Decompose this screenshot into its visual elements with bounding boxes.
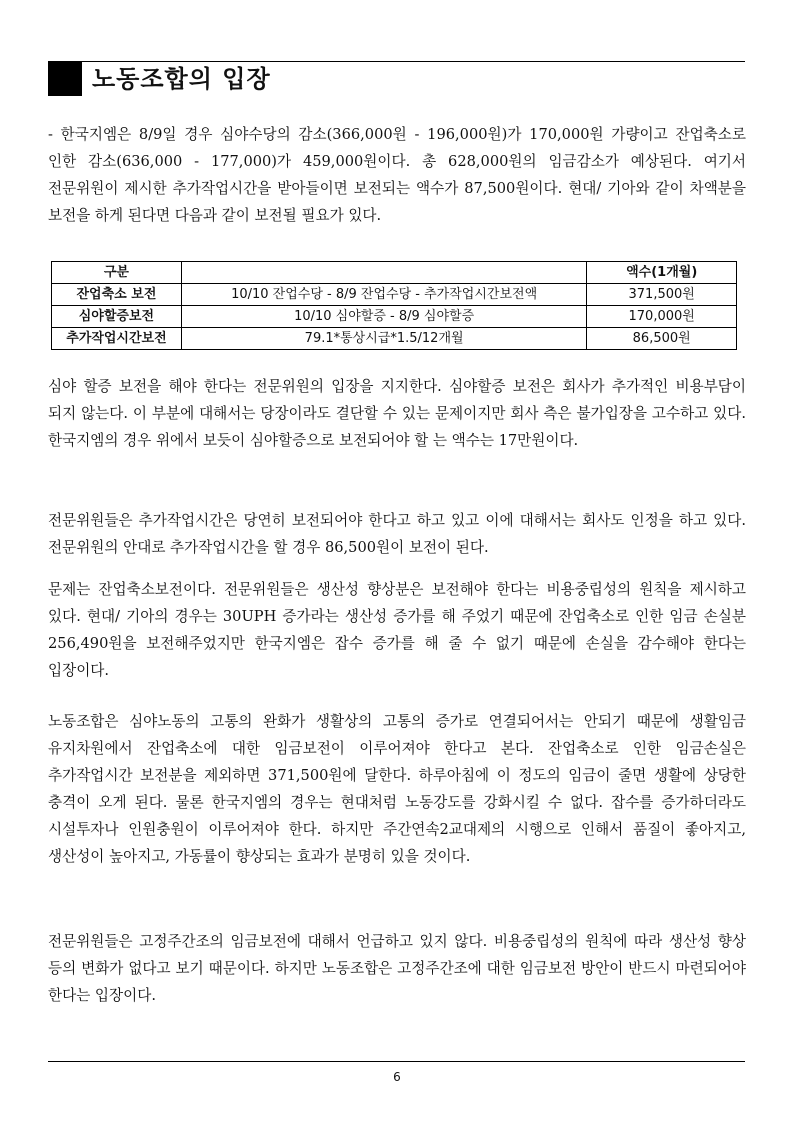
row-label: 잔업축소 보전: [52, 284, 182, 306]
header-category: 구분: [52, 262, 182, 284]
paragraph-additional-work-time: 전문위원들은 추가작업시간은 당연히 보전되어야 한다고 하고 있고 이에 대해서는 회사도 인정을 하고 있다. 전문위원의 안대로 추가작업시간을 할 경우 86,500원이 보전이 된다.: [48, 512, 746, 556]
paragraph-union-position: 노동조합은 심야노동의 고통의 완화가 생활상의 고통의 증가로 연결되어서는 안되기 때문에 생활임금 유지차원에서 잔업축소에 대한 임금보전이 이루어져야 한다고 본다. 잔업축소로 인한 임금손실은 추가작업시간 보전분을 제외하면 371,500원에 달한다. 하루아침에 이 정도의 임금이 줄면 생활에 상당한 충격이 오게 된다. 물론 한국지엠의 경우는 현대처럼 노동강도를 강화시킬 수 없다. 잡수를 증가하더라도 시설투자나 인원충원이 이루어져야 한다. 하지만 주간연속2교대제의 시행으로 인해서 품질이 좋아지고, 생산성이 높아지고, 가동률이 향상되는 효과가 분명히 있을 것이다.: [48, 713, 746, 865]
row-amount: 86,500원: [587, 328, 737, 350]
row-formula: 10/10 심야할증 - 8/9 심야할증: [181, 306, 586, 328]
row-label: 추가작업시간보전: [52, 328, 182, 350]
footer-rule: [48, 1061, 745, 1062]
row-formula: 79.1*통상시급*1.5/12개월: [181, 328, 586, 350]
paragraph-wage-decrease: - 한국지엠은 8/9일 경우 심야수당의 감소(366,000원 - 196,000원)가 170,000원 가량이고 잔업축소로 인한 감소(636,000 - 177,000)가 459,000원이다. 총 628,000원의 임금감소가 예상된다. 여기서 전문위원이 제시한 추가작업시간을 받아들이면 보전되는 액수가 87,500원이다. 현대/ 기아와 같이 차액분을 보전을 하게 된다면 다음과 같이 보전될 필요가 있다.: [48, 126, 746, 224]
row-amount: 170,000원: [587, 306, 737, 328]
wage-compensation-table: [51, 261, 737, 350]
table-row: [52, 284, 737, 306]
table-header-row: [52, 262, 737, 284]
header-amount: 액수(1개월): [587, 262, 737, 284]
table-row: [52, 328, 737, 350]
row-amount: 371,500원: [587, 284, 737, 306]
page-number: 6: [393, 1070, 401, 1084]
paragraph-fixed-day-shift: 전문위원들은 고정주간조의 임금보전에 대해서 언급하고 있지 않다. 비용중립성의 원칙에 따라 생산성 향상 등의 변화가 없다고 보기 때문이다. 하지만 노동조합은 고정주간조에 대한 임금보전 방안이 반드시 마련되어야 한다는 입장이다.: [48, 933, 746, 1004]
row-label: 심야할증보전: [52, 306, 182, 328]
table-row: [52, 306, 737, 328]
paragraph-overtime-reduction: 문제는 잔업축소보전이다. 전문위원들은 생산성 향상분은 보전해야 한다는 비용중립성의 원칙을 제시하고 있다. 현대/ 기아의 경우는 30UPH 증가라는 생산성 증가를 해 주었기 때문에 잔업축소로 인한 임금 손실분 256,490원을 보전해주었지만 한국지엠은 잡수 증가를 해 줄 수 없기 때문에 손실을 감수해야 한다는 입장이다.: [48, 581, 746, 679]
section-title: 노동조합의 입장: [92, 65, 271, 93]
heading-marker-box: [48, 62, 82, 96]
row-formula: 10/10 잔업수당 - 8/9 잔업수당 - 추가작업시간보전액: [181, 284, 586, 306]
section-heading: [48, 62, 745, 96]
header-formula: [181, 262, 586, 284]
paragraph-night-premium: 심야 할증 보전을 해야 한다는 전문위원의 입장을 지지한다. 심야할증 보전은 회사가 추가적인 비용부담이 되지 않는다. 이 부분에 대해서는 당장이라도 결단할 수 있는 문제이지만 회사 측은 불가입장을 고수하고 있다. 한국지엠의 경우 위에서 보듯이 심야할증으로 보전되어야 할 는 액수는 17만원이다.: [48, 378, 746, 449]
